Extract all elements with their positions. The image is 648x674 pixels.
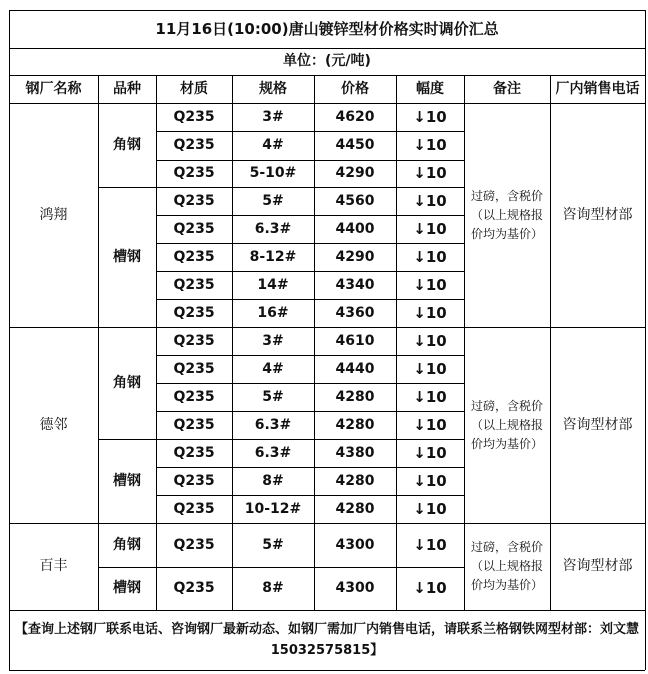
remark: 过磅，含税价（以上规格报价均为基价） bbox=[470, 540, 543, 592]
spec-cell: 6.3# bbox=[254, 220, 292, 237]
spec-cell: 14# bbox=[257, 276, 289, 293]
row-divider bbox=[156, 495, 464, 496]
change-cell: ↓10 bbox=[413, 164, 447, 182]
row-divider bbox=[156, 299, 464, 300]
spec-cell: 4# bbox=[262, 137, 284, 153]
change-cell: ↓10 bbox=[413, 191, 447, 210]
price-cell: 4280 bbox=[335, 416, 375, 433]
factory-name: 德邻 bbox=[39, 416, 68, 433]
price-cell: 4610 bbox=[335, 332, 375, 349]
row-divider bbox=[156, 215, 464, 216]
row-divider bbox=[156, 467, 464, 468]
change-cell: ↓10 bbox=[413, 247, 447, 266]
row-divider bbox=[156, 131, 464, 132]
footer-note: 【查询上述钢厂联系电话、咨询钢厂最新动态、如钢厂需加厂内销售电话，请联系兰格钢铁网型材部：刘文慧15032575815】 bbox=[15, 622, 640, 658]
remark: 过磅，含税价（以上规格报价均为基价） bbox=[470, 398, 543, 451]
material-cell: Q235 bbox=[173, 332, 215, 349]
material-cell: Q235 bbox=[173, 500, 215, 517]
column-header: 材质 bbox=[180, 80, 208, 97]
row-divider bbox=[156, 411, 464, 412]
price-cell: 4380 bbox=[335, 444, 375, 461]
column-header: 价格 bbox=[341, 80, 369, 97]
change-cell: ↓10 bbox=[413, 219, 447, 238]
column-divider bbox=[464, 75, 465, 610]
column-header: 规格 bbox=[259, 80, 287, 97]
material-cell: Q235 bbox=[173, 304, 215, 321]
price-cell: 4290 bbox=[335, 165, 375, 181]
spec-cell: 10-12# bbox=[244, 500, 302, 517]
change-cell: ↓10 bbox=[413, 415, 447, 434]
change-cell: ↓10 bbox=[413, 331, 447, 350]
column-header: 备注 bbox=[493, 80, 521, 97]
price-cell: 4280 bbox=[335, 388, 375, 405]
variety: 槽钢 bbox=[113, 472, 141, 489]
row-divider bbox=[156, 271, 464, 272]
change-cell: ↓10 bbox=[413, 107, 447, 126]
variety: 槽钢 bbox=[113, 580, 141, 596]
material-cell: Q235 bbox=[173, 248, 215, 265]
column-header: 幅度 bbox=[416, 80, 444, 97]
price-cell: 4340 bbox=[335, 276, 375, 293]
price-cell: 4440 bbox=[335, 360, 375, 377]
change-cell: ↓10 bbox=[413, 136, 447, 154]
variety: 角钢 bbox=[113, 136, 141, 153]
factory-name: 百丰 bbox=[39, 558, 68, 574]
change-cell: ↓10 bbox=[413, 387, 447, 406]
material-cell: Q235 bbox=[173, 416, 215, 433]
group-divider bbox=[98, 439, 464, 440]
spec-cell: 4# bbox=[262, 360, 284, 377]
spec-cell: 5# bbox=[262, 388, 284, 405]
price-cell: 4290 bbox=[335, 248, 375, 265]
group-divider bbox=[98, 567, 464, 568]
row-divider bbox=[156, 243, 464, 244]
spec-cell: 5# bbox=[262, 192, 284, 209]
frame-right bbox=[645, 10, 646, 670]
sales-contact: 咨询型材部 bbox=[562, 558, 633, 574]
material-cell: Q235 bbox=[173, 220, 215, 237]
change-cell: ↓10 bbox=[413, 275, 447, 294]
price-cell: 4280 bbox=[335, 500, 375, 517]
spec-cell: 8# bbox=[262, 580, 284, 596]
row-divider bbox=[156, 355, 464, 356]
price-cell: 4400 bbox=[335, 220, 375, 237]
column-header: 厂内销售电话 bbox=[555, 80, 640, 97]
spec-cell: 3# bbox=[262, 108, 284, 125]
material-cell: Q235 bbox=[173, 137, 215, 153]
column-divider bbox=[98, 75, 99, 610]
sales-contact: 咨询型材部 bbox=[562, 416, 633, 433]
column-divider bbox=[550, 75, 551, 610]
sales-contact: 咨询型材部 bbox=[562, 206, 633, 223]
change-cell: ↓10 bbox=[413, 471, 447, 490]
variety: 角钢 bbox=[113, 536, 141, 553]
material-cell: Q235 bbox=[173, 536, 215, 553]
price-cell: 4620 bbox=[335, 108, 375, 125]
frame-top bbox=[9, 10, 645, 11]
column-divider bbox=[314, 75, 315, 610]
change-cell: ↓10 bbox=[413, 443, 447, 462]
material-cell: Q235 bbox=[173, 276, 215, 293]
spec-cell: 8# bbox=[262, 472, 284, 489]
material-cell: Q235 bbox=[173, 580, 215, 596]
title-divider bbox=[9, 48, 645, 49]
spec-cell: 5# bbox=[262, 536, 284, 553]
price-cell: 4280 bbox=[335, 472, 375, 489]
change-cell: ↓10 bbox=[413, 499, 447, 518]
price-cell: 4560 bbox=[335, 192, 375, 209]
material-cell: Q235 bbox=[173, 360, 215, 377]
column-divider bbox=[232, 75, 233, 610]
change-cell: ↓10 bbox=[413, 535, 447, 554]
factory-name: 鸿翔 bbox=[39, 206, 68, 223]
frame-bottom bbox=[9, 670, 645, 671]
remark: 过磅，含税价（以上规格报价均为基价） bbox=[470, 188, 543, 241]
column-header: 品种 bbox=[113, 80, 141, 97]
change-cell: ↓10 bbox=[413, 359, 447, 378]
price-cell: 4300 bbox=[335, 580, 375, 596]
material-cell: Q235 bbox=[173, 388, 215, 405]
variety: 槽钢 bbox=[113, 248, 141, 265]
price-cell: 4450 bbox=[335, 137, 375, 153]
row-divider bbox=[156, 160, 464, 161]
group-divider bbox=[98, 187, 464, 188]
row-divider bbox=[156, 383, 464, 384]
material-cell: Q235 bbox=[173, 108, 215, 125]
spec-cell: 5-10# bbox=[249, 165, 297, 181]
unit-label: 单位：(元/吨) bbox=[283, 53, 371, 69]
column-divider bbox=[396, 75, 397, 610]
spec-cell: 6.3# bbox=[254, 416, 292, 433]
change-cell: ↓10 bbox=[413, 303, 447, 322]
column-header: 钢厂名称 bbox=[25, 80, 82, 97]
price-cell: 4300 bbox=[335, 536, 375, 553]
frame-left bbox=[9, 10, 10, 670]
material-cell: Q235 bbox=[173, 472, 215, 489]
material-cell: Q235 bbox=[173, 192, 215, 209]
page-title: 11月16日(10:00)唐山镀锌型材价格实时调价汇总 bbox=[155, 19, 499, 38]
material-cell: Q235 bbox=[173, 444, 215, 461]
variety: 角钢 bbox=[113, 374, 141, 391]
material-cell: Q235 bbox=[173, 165, 215, 181]
spec-cell: 6.3# bbox=[254, 444, 292, 461]
price-cell: 4360 bbox=[335, 304, 375, 321]
column-divider bbox=[156, 75, 157, 610]
spec-cell: 3# bbox=[262, 332, 284, 349]
spec-cell: 16# bbox=[257, 304, 289, 321]
spec-cell: 8-12# bbox=[249, 248, 297, 265]
change-cell: ↓10 bbox=[413, 579, 447, 597]
